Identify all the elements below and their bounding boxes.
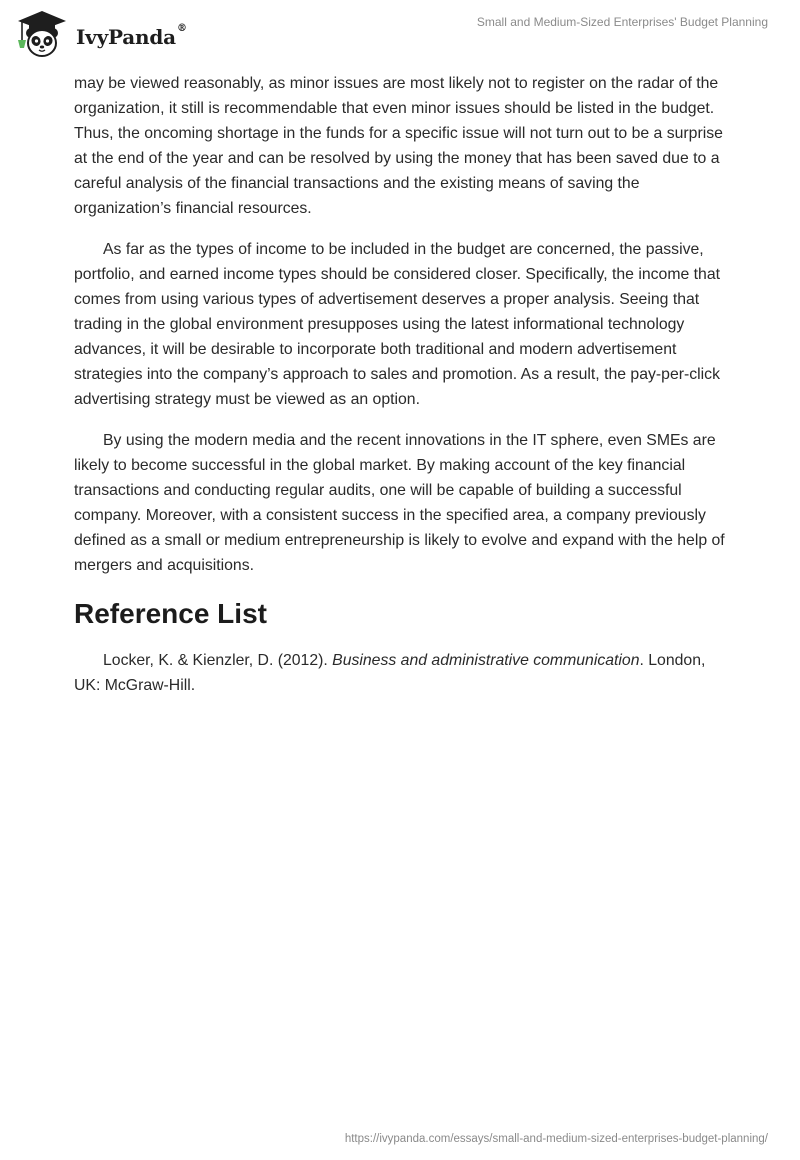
registered-mark: ®	[176, 23, 187, 34]
document-title: Small and Medium-Sized Enterprises' Budget Planning	[476, 15, 768, 29]
source-url[interactable]: https://ivypanda.com/essays/small-and-medium-sized-enterprises-budget-planning/	[344, 1133, 768, 1145]
page-header	[0, 0, 800, 70]
reference-title: Business and administrative communication	[332, 652, 640, 669]
panda-graduate-icon	[14, 7, 70, 59]
body-paragraph: may be viewed reasonably, as minor issues are most likely not to register on the radar of the organization, it still is recommendable that even minor issues should be listed in the budget. Thus, the oncoming shortage in the funds for a specific issue will not turn out to be a surprise at the end of the year and can be resolved by using the money that has been saved due to a careful analysis of the financial transactions and the existing means of saving the organization’s financial resources.	[74, 75, 723, 217]
reference-list-heading: Reference List	[74, 598, 267, 629]
essay-content	[74, 71, 734, 698]
reference-entry	[74, 648, 734, 698]
body-paragraph: By using the modern media and the recent innovations in the IT sphere, even SMEs are likely to become successful in the global market. By making account of the key financial transactions and conducting regular audits, one will be capable of building a successful company. Moreover, with a consistent success in the specified area, a company previously defined as a small or medium entrepreneurship is likely to evolve and expand with the help of mergers and acquisitions.	[74, 432, 725, 574]
ivypanda-logo[interactable]	[14, 7, 214, 59]
reference-publisher: . London, UK: McGraw-Hill.	[74, 652, 706, 694]
reference-authors-year: Locker, K. & Kienzler, D. (2012).	[103, 652, 333, 669]
body-paragraph: As far as the types of income to be included in the budget are concerned, the passive, portfolio, and earned income types should be considered closer. Specifically, the income that comes from using various types of advertisement deserves a proper analysis. Seeing that trading in the global environment presupposes using the latest informational technology advances, it will be desirable to incorporate both traditional and modern advertisement strategies into the company’s approach to sales and promotion. As a result, the pay-per-click advertising strategy must be viewed as an option.	[74, 241, 720, 408]
logo-wordmark: IvyPanda®	[76, 23, 187, 49]
